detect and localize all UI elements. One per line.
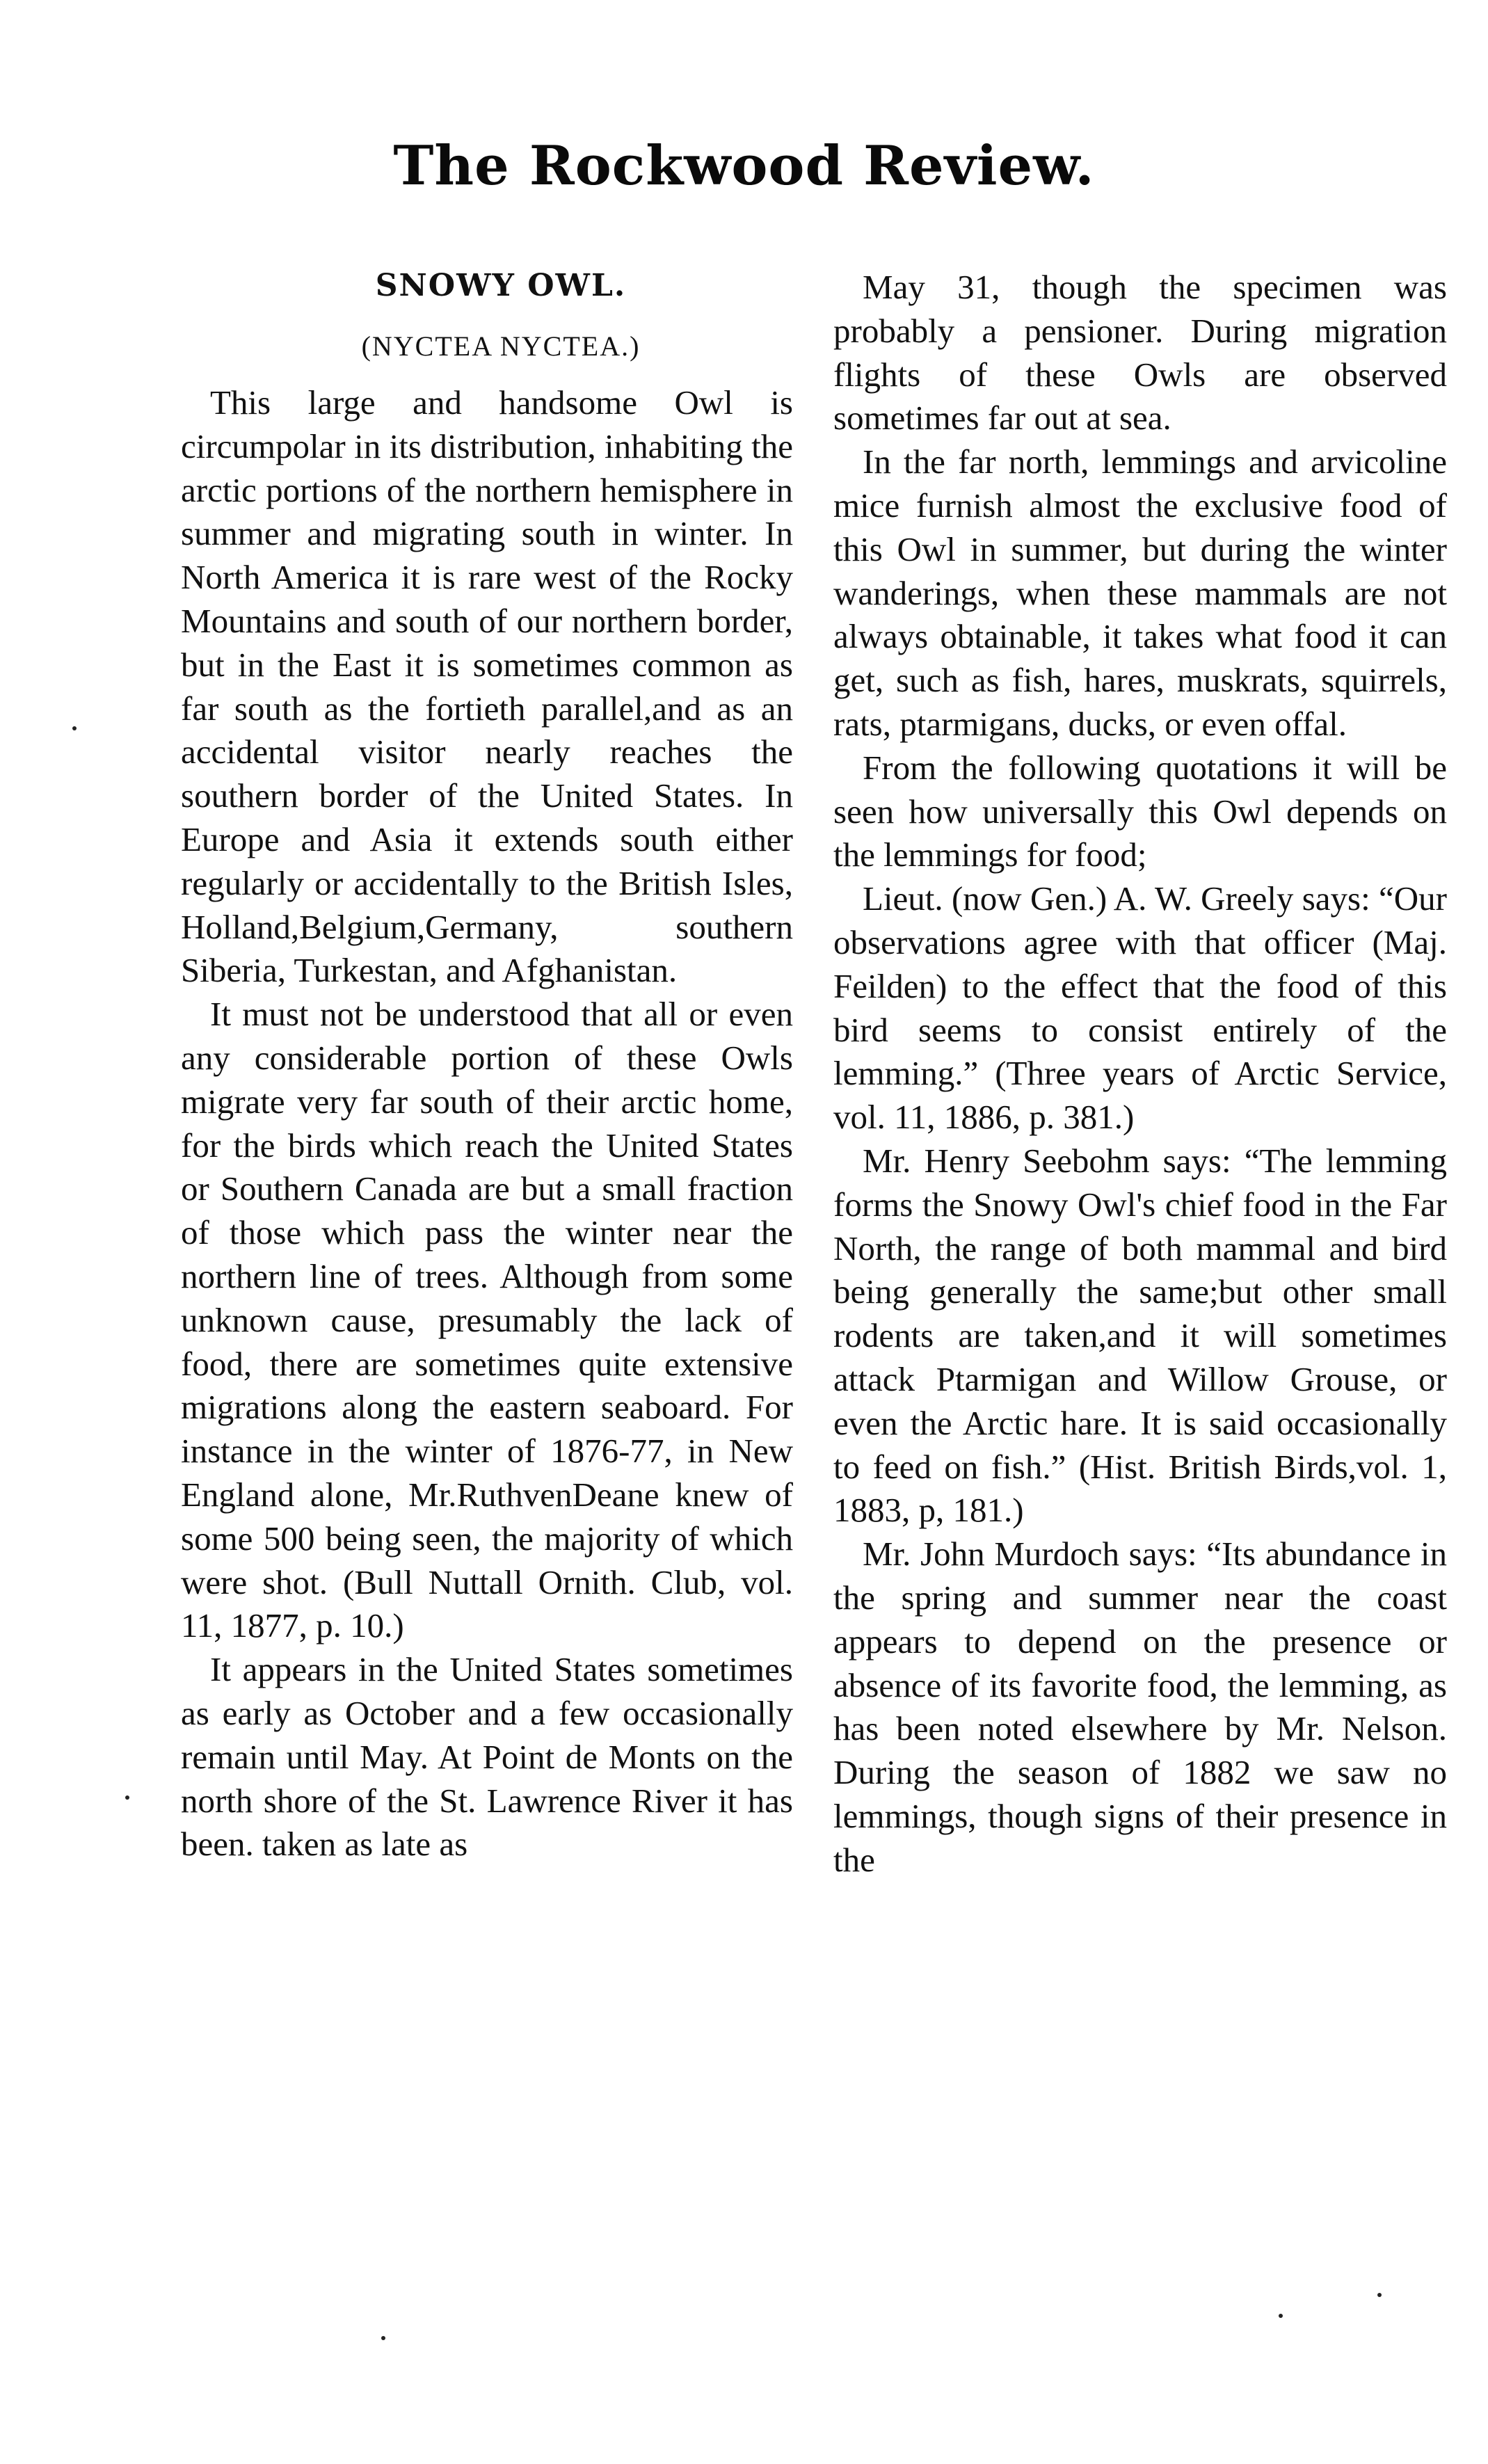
paragraph: From the following quotations it will be seen how universally this Owl depends on the lemmings for food; [833,748,1447,874]
paragraph: It appears in the United States sometimes as early as October and a few occasionally remain until May. At Point de Monts on the north shore of the St. Lawrence River it has been. taken as late as [181,1650,793,1864]
running-header: The Rockwood Review. [393,134,1095,198]
paragraph: Mr. John Murdoch says: “Its abundance in the spring and summer near the coast appears to depend on the presence or absence of its favorite food, the lemming, as has been noted elsewhere by Mr. Nelson. During the season of 1882 we saw no lemmings, though signs of their presence in the [833,1535,1447,1879]
article-subtitle: (NYCTEA NYCTEA.) [361,330,641,362]
print-speck [1377,2293,1382,2297]
paragraph: Lieut. (now Gen.) A. W. Greely says: “Our observations agree with that officer (Maj. Feilden) to the effect that the food of this bird seems to consist entirely of the lemming.” (Three years of Arctic Service, vol. 11, 1886, p. 381.) [833,879,1447,1137]
print-speck [72,726,77,730]
paragraph: May 31, though the specimen was probably a pensioner. During migration flights of these Owls are observed sometimes far out at sea. [833,268,1447,438]
print-speck [381,2336,385,2340]
paragraph: This large and handsome Owl is circumpolar in its distribution, inhabiting the arctic portions of the northern hemisphere in summer and migrating south in winter. In North America it is rare west of the Rocky Mountains and south of our northern border, but in the East it is sometimes common as far south as the fortieth parallel,and as an accidental visitor nearly reaches the southern border of the United States. In Europe and Asia it extends south either regularly or accidentally to the British Isles, Holland,Belgium,Germany, southern Siberia, Turkestan, and Afghanistan. [181,383,793,990]
right-column [833,266,1447,1882]
print-speck [125,1795,129,1800]
paragraph: Mr. Henry Seebohm says: “The lemming forms the Snowy Owl's chief food in the Far North, the range of both mammal and bird being generally the same;but other small rodents are taken,and it will sometimes attack Ptarmigan and Willow Grouse, or even the Arctic hare. It is said occasionally to feed on fish.” (Hist. British Birds,vol. 1, 1883, p, 181.) [833,1141,1447,1530]
print-speck [1279,2314,1283,2318]
paragraph: It must not be understood that all or even any considerable portion of these Owls migrate very far south of their arctic home, for the birds which reach the United States or Southern Canada are but a small fraction of those which pass the winter near the northern line of trees. Although from some unknown cause, presumably the lack of food, there are sometimes quite extensive migrations along the eastern seaboard. For instance in the winter of 1876-77, in New England alone, Mr.RuthvenDeane knew of some 500 being seen, the majority of which were shot. (Bull Nuttall Ornith. Club, vol. 11, 1877, p. 10.) [181,995,793,1645]
paragraph: In the far north, lemmings and arvicoline mice furnish almost the exclusive food of this Owl in summer, but during the winter wanderings, when these mammals are not always obtainable, it takes what food it can get, such as fish, hares, muskrats, squirrels, rats, ptarmigans, ducks, or even offal. [833,442,1447,743]
left-column [181,264,793,1866]
article-title: SNOWY OWL. [375,268,627,303]
